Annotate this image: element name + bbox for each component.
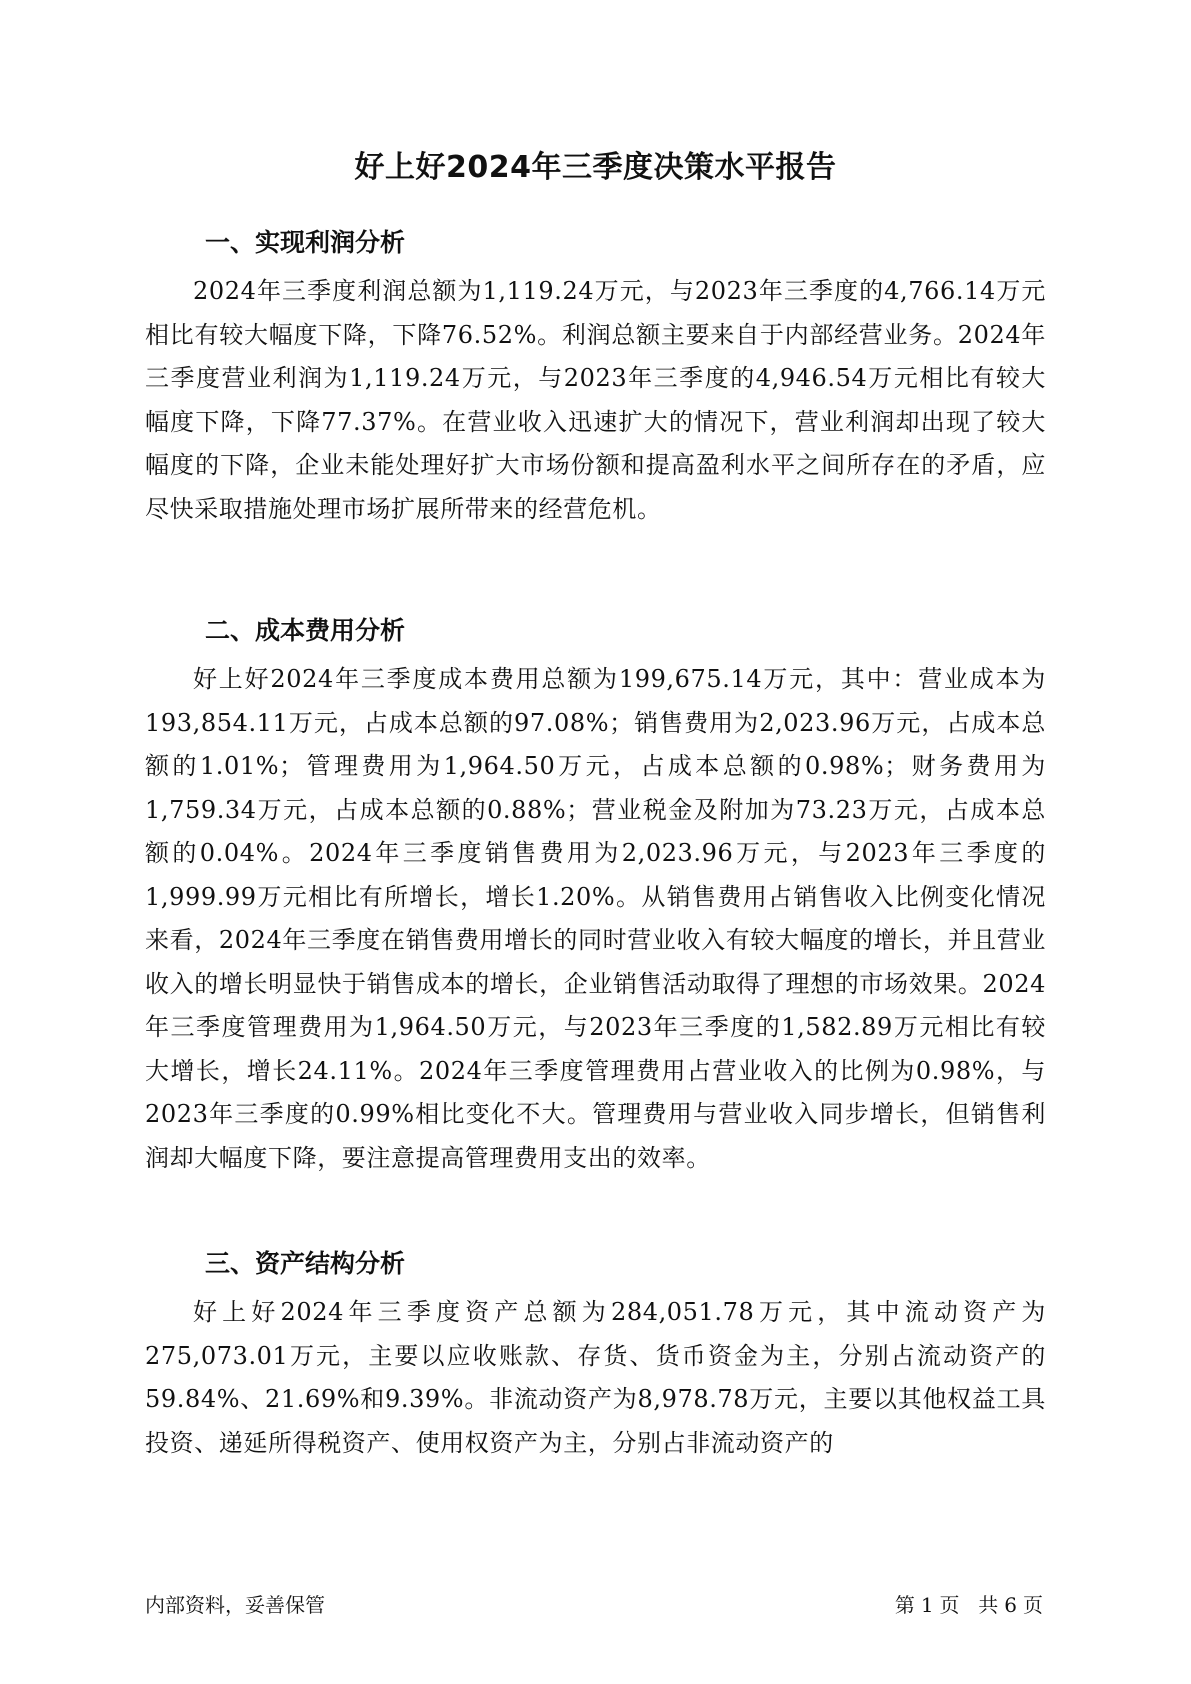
section-heading: 三、资产结构分析 xyxy=(205,1249,406,1278)
section-paragraph: 2024年三季度利润总额为1,119.24万元，与2023年三季度的4,766.14万元相比有较大幅度下降，下降76.52%。利润总额主要来自于内部经营业务。2024年三季度营业利润为1,119.24万元，与2023年三季度的4,946.54万元相比有较大幅度下降，下降77.37%。在营业收入迅速扩大的情况下，营业利润却出现了较大幅度的下降，企业未能处理好扩大市场份额和提高盈利水平之间所存在的矛盾，应尽快采取措施处理市场扩展所带来的经营危机。 xyxy=(145,277,1046,523)
page-prefix: 第 xyxy=(894,1593,915,1617)
section-asset-structure xyxy=(145,1247,1046,1465)
section-paragraph: 好上好2024年三季度成本费用总额为199,675.14万元，其中：营业成本为193,854.11万元，占成本总额的97.08%；销售费用为2,023.96万元，占成本总额的1.01%；管理费用为1,964.50万元，占成本总额的0.98%；财务费用为1,759.34万元，占成本总额的0.88%；营业税金及附加为73.23万元，占成本总额的0.04%。2024年三季度销售费用为2,023.96万元，与2023年三季度的1,999.99万元相比有所增长，增长1.20%。从销售费用占销售收入比例变化情况来看，2024年三季度在销售费用增长的同时营业收入有较大幅度的增长，并且营业收入的增长明显快于销售成本的增长，企业销售活动取得了理想的市场效果。2024年三季度管理费用为1,964.50万元，与2023年三季度的1,582.89万元相比有较大增长，增长24.11%。2024年三季度管理费用占营业收入的比例为0.98%，与2023年三季度的0.99%相比变化不大。管理费用与营业收入同步增长，但销售利润却大幅度下降，要注意提高管理费用支出的效率。 xyxy=(145,665,1046,1172)
section-cost-analysis xyxy=(145,614,1046,1180)
footer-page-number xyxy=(892,1592,1046,1618)
section-paragraph: 好上好2024年三季度资产总额为284,051.78万元，其中流动资产为275,073.01万元，主要以应收账款、存货、货币资金为主，分别占流动资产的59.84%、21.69%和9.39%。非流动资产为8,978.78万元，主要以其他权益工具投资、递延所得税资产、使用权资产为主，分别占非流动资产的 xyxy=(145,1298,1046,1457)
total-unit: 页 xyxy=(1023,1593,1043,1617)
footer-confidential-note: 内部资料，妥善保管 xyxy=(145,1593,325,1617)
page-unit: 页 xyxy=(939,1593,960,1617)
total-prefix: 共 xyxy=(978,1593,999,1617)
section-heading: 一、实现利润分析 xyxy=(205,228,406,257)
page-title: 好上好2024年三季度决策水平报告 xyxy=(354,150,837,185)
page-total: 6 xyxy=(1004,1593,1017,1617)
page-current: 1 xyxy=(920,1593,934,1617)
section-profit-analysis xyxy=(145,226,1046,531)
section-heading: 二、成本费用分析 xyxy=(205,616,406,645)
